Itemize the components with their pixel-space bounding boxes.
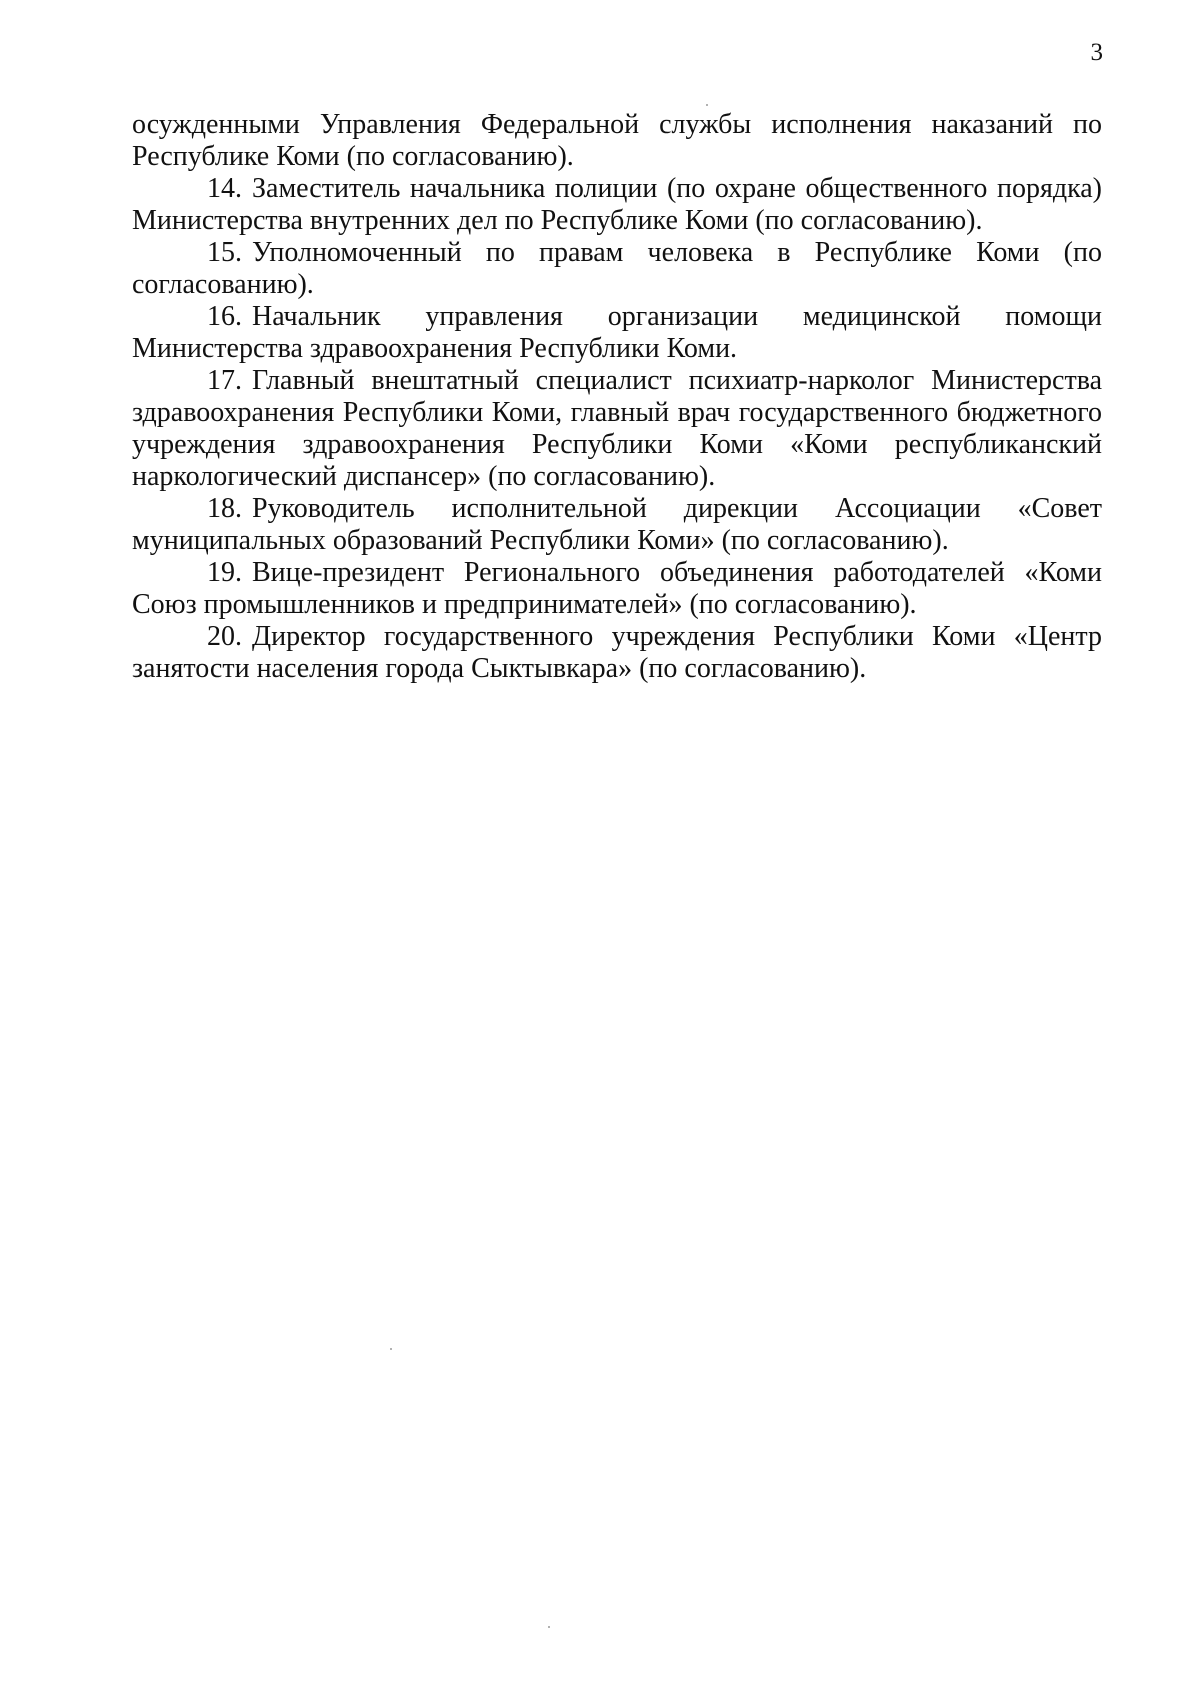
list-item-number: 14. [207,173,242,204]
list-item-text: Руководитель исполнительной дирекции Ассоциации «Совет муниципальных образований Республики Коми» (по согласованию). [132,493,1102,556]
list-item-20 [132,621,1102,685]
list-item-number: 15. [207,237,242,268]
list-item-number: 16. [207,301,242,332]
list-item-number: 17. [207,365,242,396]
list-item-text: Вице-президент Регионального объединения работодателей «Коми Союз промышленников и предпринимателей» (по согласованию). [132,557,1102,620]
scan-speck [390,1348,392,1350]
list-item-number: 19. [207,557,242,588]
list-item-text: Директор государственного учреждения Республики Коми «Центр занятости населения города Сыктывкара» (по согласованию). [132,621,1102,684]
list-item-number: 20. [207,621,242,652]
list-item-text: Уполномоченный по правам человека в Республике Коми (по согласованию). [132,237,1102,300]
scan-speck [706,104,708,106]
list-item-text: Заместитель начальника полиции (по охране общественного порядка) Министерства внутренних дел по Республике Коми (по согласованию). [132,173,1102,236]
list-item-14 [132,173,1102,237]
list-item-17 [132,365,1102,493]
continuation-paragraph: осужденными Управления Федеральной службы исполнения наказаний по Республике Коми (по согласованию). [132,109,1102,172]
list-item-19 [132,557,1102,621]
scan-speck [548,1626,550,1628]
list-item-18 [132,493,1102,557]
list-item-text: Главный внештатный специалист психиатр-нарколог Министерства здравоохранения Республики Коми, главный врач государственного бюджетного учреждения здравоохранения Республики Коми «Коми республиканский наркологический диспансер» (по согласованию). [132,365,1102,492]
list-item-number: 18. [207,493,242,524]
list-item-15 [132,237,1102,301]
page-number: 3 [1090,39,1103,66]
list-item-16 [132,301,1102,365]
list-item-text: Начальник управления организации медицинской помощи Министерства здравоохранения Республики Коми. [132,301,1102,364]
document-body [132,109,1102,685]
